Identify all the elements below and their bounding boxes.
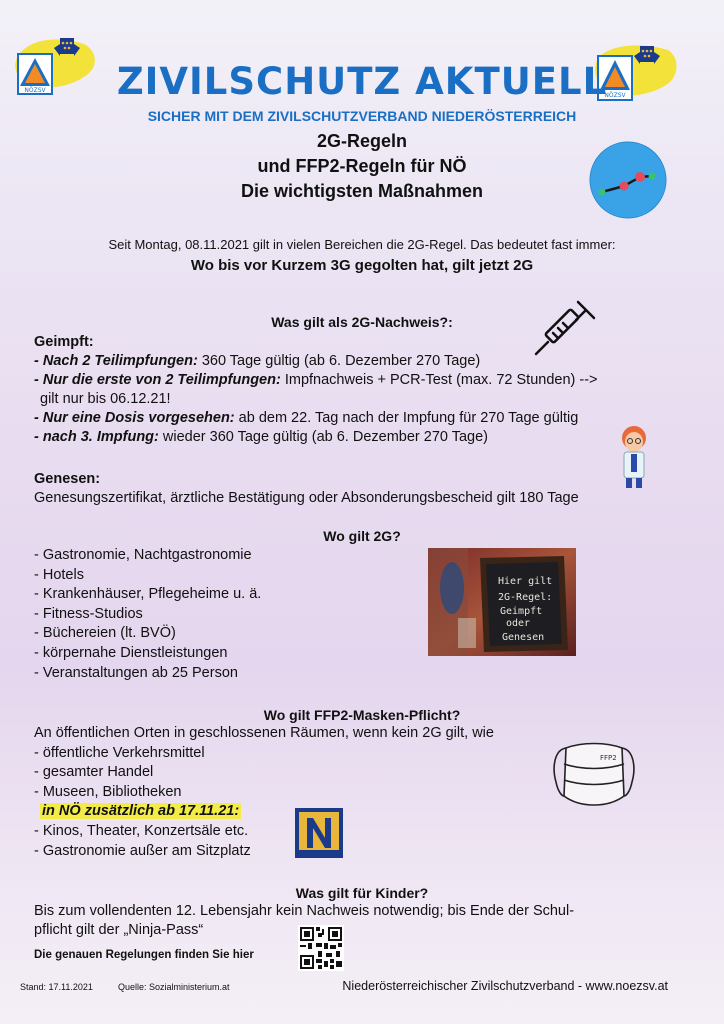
svg-text:oder: oder bbox=[506, 618, 531, 629]
svg-text:Geimpft: Geimpft bbox=[500, 606, 543, 617]
page-title: ZIVILSCHUTZ AKTUELL bbox=[116, 60, 608, 103]
list-item: - Krankenhäuser, Pflegeheime u. ä. bbox=[34, 586, 262, 603]
noe-logo bbox=[295, 808, 343, 858]
list-item: - Nach 2 Teilimpfungen: 360 Tage gültig (ab 6. Dezember 270 Tage) bbox=[34, 353, 481, 369]
network-icon bbox=[588, 140, 668, 220]
list-item: gilt nur bis 06.12.21! bbox=[40, 391, 171, 407]
list-item: - Hotels bbox=[34, 566, 84, 583]
headline-line-3: Die wichtigsten Maßnahmen bbox=[240, 181, 484, 201]
list-item: - Kinos, Theater, Konzertsäle etc. bbox=[34, 822, 249, 839]
svg-text:Hier gilt: Hier gilt bbox=[498, 576, 553, 587]
headline-line-1: 2G-Regeln bbox=[316, 131, 408, 151]
headline-line-2: und FFP2-Regeln für NÖ bbox=[257, 156, 467, 176]
section-heading-ffp2: Wo gilt FFP2-Masken-Pflicht? bbox=[263, 707, 461, 723]
mask-label: FFP2 bbox=[600, 754, 617, 762]
geimpft-label: Geimpft: bbox=[34, 334, 94, 350]
ffp2-intro: An öffentlichen Orten in geschlossenen Räumen, wenn kein 2G gilt, wie bbox=[34, 725, 494, 741]
kinder-text-2: pflicht gilt der „Ninja-Pass“ bbox=[34, 922, 204, 938]
footer-quelle: Quelle: Sozialministerium.at bbox=[118, 982, 230, 992]
svg-text:2G-Regel:: 2G-Regel: bbox=[498, 592, 553, 603]
footer-verband: Niederösterreichischer Zivilschutzverband - www.noezsv.at bbox=[342, 979, 668, 993]
kinder-text-1: Bis zum vollendenten 12. Lebensjahr kein Nachweis notwendig; bis Ende der Schul- bbox=[34, 903, 575, 919]
qr-code[interactable] bbox=[298, 925, 344, 971]
logo-text: NÖZSV bbox=[604, 92, 626, 99]
list-item: - Büchereien (lt. BVÖ) bbox=[34, 625, 176, 642]
section-heading-wo-2g: Wo gilt 2G? bbox=[323, 528, 401, 544]
list-item: - Nur die erste von 2 Teilimpfungen: Impfnachweis + PCR-Test (max. 72 Stunden) --> bbox=[34, 372, 598, 388]
footer-stand: Stand: 17.11.2021 bbox=[20, 982, 93, 992]
regelungen-link[interactable]: Die genauen Regelungen finden Sie hier bbox=[34, 949, 254, 961]
ffp2-block bbox=[34, 724, 494, 861]
chalkboard-photo bbox=[428, 548, 576, 656]
ffp2-highlight-row bbox=[34, 802, 494, 822]
genesen-block bbox=[34, 470, 579, 508]
list-item: - Gastronomie außer am Sitzplatz bbox=[34, 842, 251, 859]
intro-text: Seit Montag, 08.11.2021 gilt in vielen Bereichen die 2G-Regel. Das bedeutet fast immer: bbox=[108, 237, 616, 252]
intro-emphasis: Wo bis vor Kurzem 3G gegolten hat, gilt jetzt 2G bbox=[190, 257, 534, 274]
list-item: - Gastronomie, Nachtgastronomie bbox=[34, 547, 252, 563]
list-item: - nach 3. Impfung: wieder 360 Tage gültig (ab 6. Dezember 270 Tage) bbox=[34, 429, 489, 445]
logo-text: NÖZSV bbox=[24, 87, 46, 94]
doctor-icon bbox=[616, 424, 652, 490]
list-item: - Museen, Bibliotheken bbox=[34, 783, 182, 800]
list-item: - Fitness-Studios bbox=[34, 605, 143, 622]
list-item: - öffentliche Verkehrsmittel bbox=[34, 744, 205, 761]
genesen-text: Genesungszertifikat, ärztliche Bestätigung oder Absonderungsbescheid gilt 180 Tage bbox=[34, 490, 579, 506]
nachweis-block bbox=[34, 333, 598, 447]
section-heading-kinder: Was gilt für Kinder? bbox=[295, 885, 429, 901]
genesen-label: Genesen: bbox=[34, 471, 101, 487]
svg-text:Genesen: Genesen bbox=[502, 632, 545, 643]
ffp2-mask-icon bbox=[552, 738, 636, 818]
list-item: - gesamter Handel bbox=[34, 764, 154, 781]
ffp2-highlight: in NÖ zusätzlich ab 17.11.21: bbox=[42, 803, 240, 820]
list-item: - Nur eine Dosis vorgesehen: ab dem 22. Tag nach der Impfung für 270 Tage gültig bbox=[34, 410, 579, 426]
list-item: - körpernahe Dienstleistungen bbox=[34, 644, 228, 661]
wo-2g-list bbox=[34, 546, 261, 683]
section-heading-nachweis: Was gilt als 2G-Nachweis?: bbox=[271, 314, 453, 330]
list-item: - Veranstaltungen ab 25 Person bbox=[34, 664, 238, 681]
page-subtitle: SICHER MIT DEM ZIVILSCHUTZVERBAND NIEDERÖSTERREICH bbox=[147, 108, 577, 124]
